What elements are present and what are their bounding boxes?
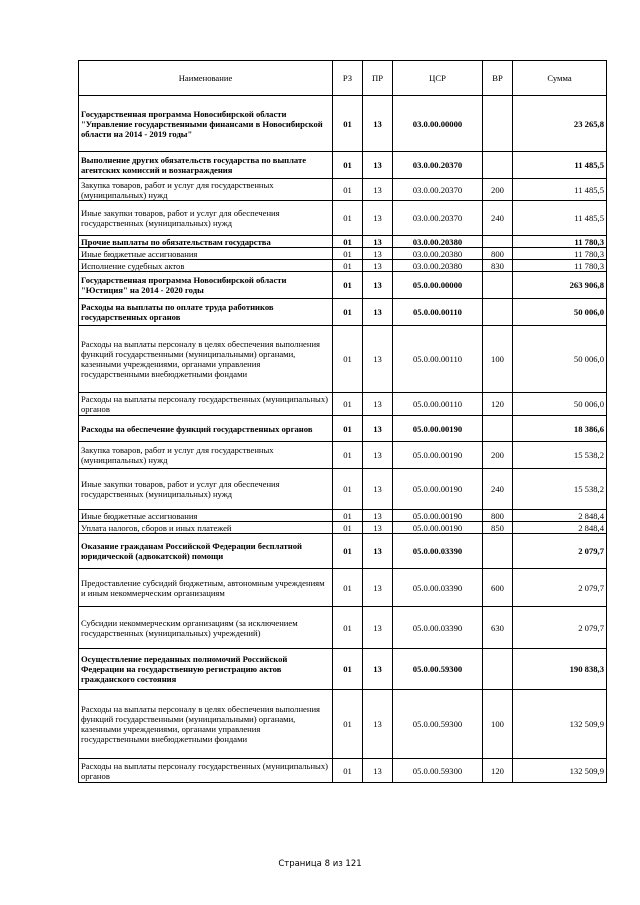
budget-table [78,60,607,783]
cell-csr: 03.0.00.20380 [393,248,483,260]
cell-name: Расходы на выплаты персоналу в целях обеспечения выполнения функций государственными (муниципальными) органами, казенными учреждениями, органами управления государственными внебюджетными фондами [79,326,333,393]
cell-vr: 120 [483,393,513,416]
table-row [79,569,607,607]
header-csr: ЦСР [393,61,483,96]
table-row [79,607,607,649]
cell-pr: 13 [363,393,393,416]
cell-rz: 01 [333,607,363,649]
header-vr: ВР [483,61,513,96]
cell-csr: 05.0.00.00110 [393,326,483,393]
cell-rz: 01 [333,469,363,510]
cell-sum: 15 538,2 [513,469,607,510]
cell-name: Расходы на выплаты персоналу государственных (муниципальных) органов [79,393,333,416]
cell-rz: 01 [333,522,363,534]
cell-name: Иные закупки товаров, работ и услуг для обеспечения государственных (муниципальных) нужд [79,469,333,510]
table-row [79,299,607,326]
cell-sum: 2 848,4 [513,510,607,522]
cell-rz: 01 [333,393,363,416]
cell-vr [483,96,513,152]
cell-sum: 11 485,5 [513,201,607,236]
cell-pr: 13 [363,272,393,299]
cell-csr: 05.0.00.03390 [393,534,483,569]
cell-pr: 13 [363,201,393,236]
table-row [79,522,607,534]
cell-csr: 05.0.00.59300 [393,649,483,690]
cell-rz: 01 [333,299,363,326]
table-row [79,201,607,236]
cell-rz: 01 [333,272,363,299]
cell-vr: 830 [483,260,513,272]
cell-pr: 13 [363,522,393,534]
cell-vr: 800 [483,510,513,522]
cell-vr: 850 [483,522,513,534]
cell-name: Прочие выплаты по обязательствам государства [79,236,333,248]
cell-sum: 11 780,3 [513,260,607,272]
cell-rz: 01 [333,201,363,236]
cell-sum: 23 265,8 [513,96,607,152]
cell-vr [483,649,513,690]
cell-pr: 13 [363,690,393,759]
header-row [79,61,607,96]
cell-rz: 01 [333,152,363,179]
header-rz: РЗ [333,61,363,96]
cell-name: Иные бюджетные ассигнования [79,248,333,260]
cell-pr: 13 [363,299,393,326]
cell-name: Исполнение судебных актов [79,260,333,272]
cell-pr: 13 [363,510,393,522]
cell-name: Выполнение других обязательств государства по выплате агентских комиссий и вознаграждения [79,152,333,179]
cell-sum: 50 006,0 [513,393,607,416]
cell-vr [483,299,513,326]
cell-pr: 13 [363,442,393,469]
cell-sum: 11 485,5 [513,179,607,201]
cell-name: Предоставление субсидий бюджетным, автономным учреждениям и иным некоммерческим организациям [79,569,333,607]
cell-pr: 13 [363,326,393,393]
cell-vr: 100 [483,326,513,393]
cell-sum: 11 780,3 [513,236,607,248]
page-number: Страница 8 из 121 [278,859,362,869]
cell-pr: 13 [363,607,393,649]
cell-csr: 05.0.00.00190 [393,442,483,469]
cell-vr: 200 [483,442,513,469]
header-name: Наименование [79,61,333,96]
cell-sum: 11 485,5 [513,152,607,179]
cell-name: Расходы на обеспечение функций государственных органов [79,416,333,442]
cell-csr: 05.0.00.00190 [393,416,483,442]
cell-name: Уплата налогов, сборов и иных платежей [79,522,333,534]
cell-csr: 03.0.00.00000 [393,96,483,152]
table-row [79,326,607,393]
cell-sum: 2 848,4 [513,522,607,534]
cell-rz: 01 [333,326,363,393]
cell-csr: 05.0.00.00190 [393,522,483,534]
cell-name: Субсидии некоммерческим организациям (за исключением государственных (муниципальных) учреждений) [79,607,333,649]
cell-sum: 50 006,0 [513,326,607,393]
cell-vr [483,152,513,179]
cell-sum: 132 509,9 [513,759,607,783]
cell-sum: 50 006,0 [513,299,607,326]
table-row [79,272,607,299]
cell-sum: 11 780,3 [513,248,607,260]
table-row [79,152,607,179]
table-row [79,179,607,201]
cell-vr [483,236,513,248]
cell-pr: 13 [363,96,393,152]
cell-rz: 01 [333,260,363,272]
cell-name: Оказание гражданам Российской Федерации бесплатной юридической (адвокатской) помощи [79,534,333,569]
cell-pr: 13 [363,569,393,607]
cell-name: Государственная программа Новосибирской области "Юстиция" на 2014 - 2020 годы [79,272,333,299]
table-header [79,61,607,96]
cell-name: Закупка товаров, работ и услуг для государственных (муниципальных) нужд [79,442,333,469]
cell-rz: 01 [333,534,363,569]
table-row [79,393,607,416]
table-row [79,260,607,272]
cell-rz: 01 [333,569,363,607]
cell-name: Иные закупки товаров, работ и услуг для обеспечения государственных (муниципальных) нужд [79,201,333,236]
table-row [79,442,607,469]
cell-vr: 120 [483,759,513,783]
cell-rz: 01 [333,649,363,690]
table-row [79,649,607,690]
cell-vr [483,534,513,569]
cell-csr: 05.0.00.59300 [393,690,483,759]
cell-csr: 05.0.00.03390 [393,607,483,649]
table-row [79,759,607,783]
cell-pr: 13 [363,152,393,179]
table-row [79,469,607,510]
cell-vr: 200 [483,179,513,201]
cell-pr: 13 [363,649,393,690]
table-row [79,416,607,442]
cell-rz: 01 [333,442,363,469]
table-row [79,534,607,569]
cell-vr: 630 [483,607,513,649]
cell-pr: 13 [363,260,393,272]
cell-csr: 05.0.00.59300 [393,759,483,783]
cell-pr: 13 [363,469,393,510]
cell-vr: 240 [483,469,513,510]
cell-csr: 03.0.00.20370 [393,201,483,236]
header-sum: Сумма [513,61,607,96]
cell-name: Расходы на выплаты персоналу государственных (муниципальных) органов [79,759,333,783]
cell-name: Государственная программа Новосибирской области "Управление государственными финансами в Новосибирской области на 2014 - 2019 годы" [79,96,333,152]
header-pr: ПР [363,61,393,96]
table-row [79,236,607,248]
cell-csr: 05.0.00.00110 [393,299,483,326]
cell-pr: 13 [363,236,393,248]
cell-name: Расходы на выплаты персоналу в целях обеспечения выполнения функций государственными (муниципальными) органами, казенными учреждениями, органами управления государственными внебюджетными фондами [79,690,333,759]
cell-sum: 2 079,7 [513,534,607,569]
cell-pr: 13 [363,248,393,260]
cell-sum: 15 538,2 [513,442,607,469]
cell-rz: 01 [333,759,363,783]
cell-csr: 05.0.00.03390 [393,569,483,607]
cell-csr: 05.0.00.00000 [393,272,483,299]
cell-name: Закупка товаров, работ и услуг для государственных (муниципальных) нужд [79,179,333,201]
cell-vr: 100 [483,690,513,759]
cell-pr: 13 [363,416,393,442]
cell-name: Осуществление переданных полномочий Российской Федерации на государственную регистрацию актов гражданского состояния [79,649,333,690]
cell-vr: 600 [483,569,513,607]
cell-rz: 01 [333,690,363,759]
cell-sum: 132 509,9 [513,690,607,759]
cell-csr: 05.0.00.00110 [393,393,483,416]
cell-csr: 03.0.00.20370 [393,152,483,179]
cell-csr: 05.0.00.00190 [393,469,483,510]
cell-sum: 18 386,6 [513,416,607,442]
table-row [79,96,607,152]
cell-rz: 01 [333,236,363,248]
table-row [79,510,607,522]
cell-pr: 13 [363,759,393,783]
cell-csr: 05.0.00.00190 [393,510,483,522]
cell-pr: 13 [363,179,393,201]
cell-vr [483,416,513,442]
cell-csr: 03.0.00.20380 [393,260,483,272]
cell-name: Расходы на выплаты по оплате труда работников государственных органов [79,299,333,326]
cell-sum: 2 079,7 [513,569,607,607]
cell-rz: 01 [333,416,363,442]
cell-csr: 03.0.00.20370 [393,179,483,201]
table-body [79,96,607,783]
cell-vr: 800 [483,248,513,260]
cell-rz: 01 [333,179,363,201]
cell-name: Иные бюджетные ассигнования [79,510,333,522]
cell-rz: 01 [333,510,363,522]
cell-rz: 01 [333,248,363,260]
cell-sum: 263 906,8 [513,272,607,299]
cell-rz: 01 [333,96,363,152]
cell-sum: 190 838,3 [513,649,607,690]
cell-csr: 03.0.00.20380 [393,236,483,248]
cell-pr: 13 [363,534,393,569]
table-row [79,690,607,759]
table-row [79,248,607,260]
cell-sum: 2 079,7 [513,607,607,649]
cell-vr [483,272,513,299]
cell-vr: 240 [483,201,513,236]
